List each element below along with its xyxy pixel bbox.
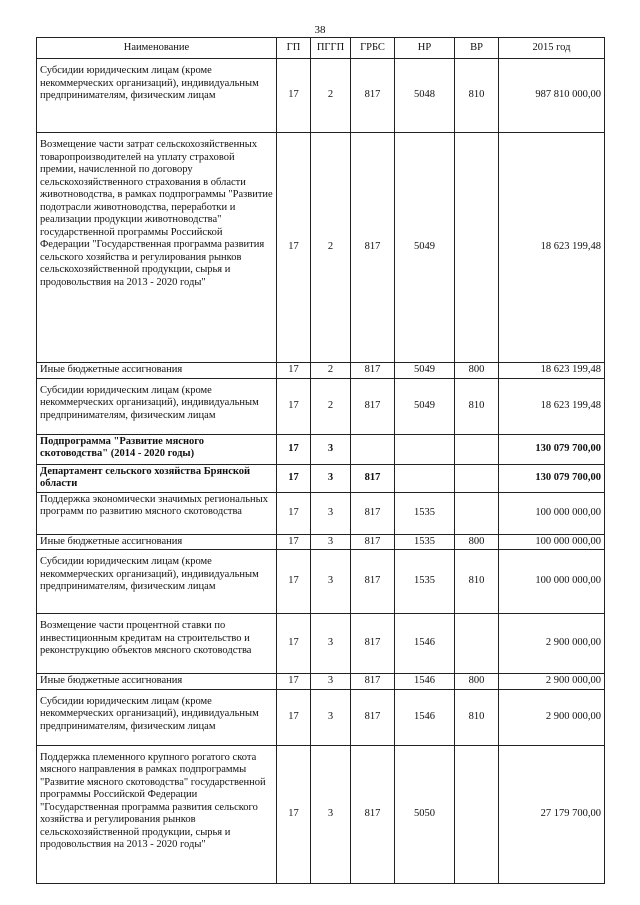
row-gp: 17 bbox=[277, 464, 311, 492]
col-header-grbs: ГРБС bbox=[351, 38, 395, 59]
row-gp: 17 bbox=[277, 534, 311, 550]
table-row bbox=[37, 363, 605, 379]
row-grbs: 817 bbox=[351, 534, 395, 550]
col-header-gp: ГП bbox=[277, 38, 311, 59]
table-row bbox=[37, 674, 605, 690]
row-nr: 5049 bbox=[395, 378, 455, 434]
row-grbs: 817 bbox=[351, 674, 395, 690]
row-nr: 5049 bbox=[395, 133, 455, 363]
row-grbs: 817 bbox=[351, 614, 395, 674]
table-header-row bbox=[37, 38, 605, 59]
row-nr bbox=[395, 434, 455, 464]
row-vr bbox=[455, 133, 499, 363]
row-amount: 100 000 000,00 bbox=[499, 550, 605, 614]
row-vr: 810 bbox=[455, 59, 499, 133]
row-name: Субсидии юридическим лицам (кроме некоммерческих организаций), индивидуальным предпринимателям, физическим лицам bbox=[37, 550, 277, 614]
row-amount: 100 000 000,00 bbox=[499, 492, 605, 534]
row-gp: 17 bbox=[277, 378, 311, 434]
col-header-year: 2015 год bbox=[499, 38, 605, 59]
row-amount: 27 179 700,00 bbox=[499, 745, 605, 883]
page-number: 38 bbox=[314, 24, 326, 36]
row-amount: 2 900 000,00 bbox=[499, 674, 605, 690]
table-row bbox=[37, 133, 605, 363]
row-grbs: 817 bbox=[351, 464, 395, 492]
row-gp: 17 bbox=[277, 550, 311, 614]
row-gp: 17 bbox=[277, 689, 311, 745]
row-nr: 1546 bbox=[395, 674, 455, 690]
row-vr bbox=[455, 614, 499, 674]
table-row bbox=[37, 614, 605, 674]
table-row bbox=[37, 464, 605, 492]
row-name: Возмещение части затрат сельскохозяйственных товаропроизводителей на уплату страховой премии, начисленной по договору сельскохозяйственного страхования в области животноводства, в рамках подпрограммы "Развитие подотрасли животноводства, переработки и реализации продукции животноводства" государственной программы Российской Федерации "Государственная программа развития сельского хозяйства и регулирования рынков сельскохозяйственной продукции, сырья и продовольствия на 2013 - 2020 годы" bbox=[37, 133, 277, 363]
row-ppgp: 2 bbox=[311, 133, 351, 363]
row-grbs: 817 bbox=[351, 492, 395, 534]
row-nr: 5050 bbox=[395, 745, 455, 883]
table-row bbox=[37, 745, 605, 883]
row-name: Иные бюджетные ассигнования bbox=[37, 674, 277, 690]
row-ppgp: 3 bbox=[311, 534, 351, 550]
row-vr bbox=[455, 434, 499, 464]
row-amount: 18 623 199,48 bbox=[499, 378, 605, 434]
row-ppgp: 3 bbox=[311, 492, 351, 534]
row-name: Субсидии юридическим лицам (кроме некоммерческих организаций), индивидуальным предпринимателям, физическим лицам bbox=[37, 689, 277, 745]
row-amount: 2 900 000,00 bbox=[499, 614, 605, 674]
table-row bbox=[37, 434, 605, 464]
row-ppgp: 3 bbox=[311, 614, 351, 674]
row-gp: 17 bbox=[277, 133, 311, 363]
row-grbs: 817 bbox=[351, 133, 395, 363]
row-ppgp: 2 bbox=[311, 363, 351, 379]
row-nr: 1535 bbox=[395, 550, 455, 614]
row-nr: 5048 bbox=[395, 59, 455, 133]
row-name: Поддержка племенного крупного рогатого скота мясного направления в рамках подпрограммы "Развитие мясного скотоводства" государственной программы Российской Федерации "Государственная программа развития сельского хозяйства и регулирования рынков сельскохозяйственной продукции, сырья и продовольствия на 2013 - 2020 годы" bbox=[37, 745, 277, 883]
table-row bbox=[37, 59, 605, 133]
row-gp: 17 bbox=[277, 363, 311, 379]
row-nr: 1535 bbox=[395, 534, 455, 550]
col-header-vr: ВР bbox=[455, 38, 499, 59]
row-vr bbox=[455, 464, 499, 492]
row-nr bbox=[395, 464, 455, 492]
col-header-ppgp: ПГГП bbox=[311, 38, 351, 59]
row-grbs: 817 bbox=[351, 745, 395, 883]
row-grbs: 817 bbox=[351, 363, 395, 379]
row-gp: 17 bbox=[277, 745, 311, 883]
row-gp: 17 bbox=[277, 674, 311, 690]
row-amount: 2 900 000,00 bbox=[499, 689, 605, 745]
row-grbs: 817 bbox=[351, 378, 395, 434]
row-name: Иные бюджетные ассигнования bbox=[37, 363, 277, 379]
row-vr: 810 bbox=[455, 378, 499, 434]
row-name: Субсидии юридическим лицам (кроме некоммерческих организаций), индивидуальным предпринимателям, физическим лицам bbox=[37, 378, 277, 434]
row-name: Департамент сельского хозяйства Брянской области bbox=[37, 464, 277, 492]
row-name: Возмещение части процентной ставки по инвестиционным кредитам на строительство и реконструкцию объектов мясного скотоводства bbox=[37, 614, 277, 674]
col-header-nr: НР bbox=[395, 38, 455, 59]
row-gp: 17 bbox=[277, 59, 311, 133]
row-vr bbox=[455, 492, 499, 534]
row-ppgp: 2 bbox=[311, 378, 351, 434]
row-gp: 17 bbox=[277, 492, 311, 534]
table-row bbox=[37, 378, 605, 434]
row-vr: 800 bbox=[455, 363, 499, 379]
row-ppgp: 3 bbox=[311, 464, 351, 492]
row-amount: 130 079 700,00 bbox=[499, 464, 605, 492]
row-name: Поддержка экономически значимых региональных программ по развитию мясного скотоводства bbox=[37, 492, 277, 534]
row-vr: 810 bbox=[455, 550, 499, 614]
row-name: Подпрограмма "Развитие мясного скотоводства" (2014 - 2020 годы) bbox=[37, 434, 277, 464]
table-row bbox=[37, 534, 605, 550]
table-row bbox=[37, 550, 605, 614]
row-amount: 130 079 700,00 bbox=[499, 434, 605, 464]
row-vr: 800 bbox=[455, 534, 499, 550]
table-row bbox=[37, 492, 605, 534]
row-nr: 1535 bbox=[395, 492, 455, 534]
row-amount: 987 810 000,00 bbox=[499, 59, 605, 133]
row-vr: 800 bbox=[455, 674, 499, 690]
row-grbs: 817 bbox=[351, 59, 395, 133]
row-grbs bbox=[351, 434, 395, 464]
budget-table bbox=[36, 37, 605, 884]
row-ppgp: 3 bbox=[311, 434, 351, 464]
row-grbs: 817 bbox=[351, 689, 395, 745]
table-row bbox=[37, 689, 605, 745]
row-amount: 18 623 199,48 bbox=[499, 133, 605, 363]
row-amount: 18 623 199,48 bbox=[499, 363, 605, 379]
row-vr: 810 bbox=[455, 689, 499, 745]
row-amount: 100 000 000,00 bbox=[499, 534, 605, 550]
row-name: Субсидии юридическим лицам (кроме некоммерческих организаций), индивидуальным предпринимателям, физическим лицам bbox=[37, 59, 277, 133]
row-vr bbox=[455, 745, 499, 883]
row-nr: 1546 bbox=[395, 614, 455, 674]
col-header-name: Наименование bbox=[37, 38, 277, 59]
row-gp: 17 bbox=[277, 434, 311, 464]
row-nr: 1546 bbox=[395, 689, 455, 745]
row-ppgp: 3 bbox=[311, 689, 351, 745]
row-ppgp: 3 bbox=[311, 674, 351, 690]
row-name: Иные бюджетные ассигнования bbox=[37, 534, 277, 550]
row-grbs: 817 bbox=[351, 550, 395, 614]
row-nr: 5049 bbox=[395, 363, 455, 379]
row-ppgp: 3 bbox=[311, 745, 351, 883]
row-gp: 17 bbox=[277, 614, 311, 674]
row-ppgp: 2 bbox=[311, 59, 351, 133]
row-ppgp: 3 bbox=[311, 550, 351, 614]
